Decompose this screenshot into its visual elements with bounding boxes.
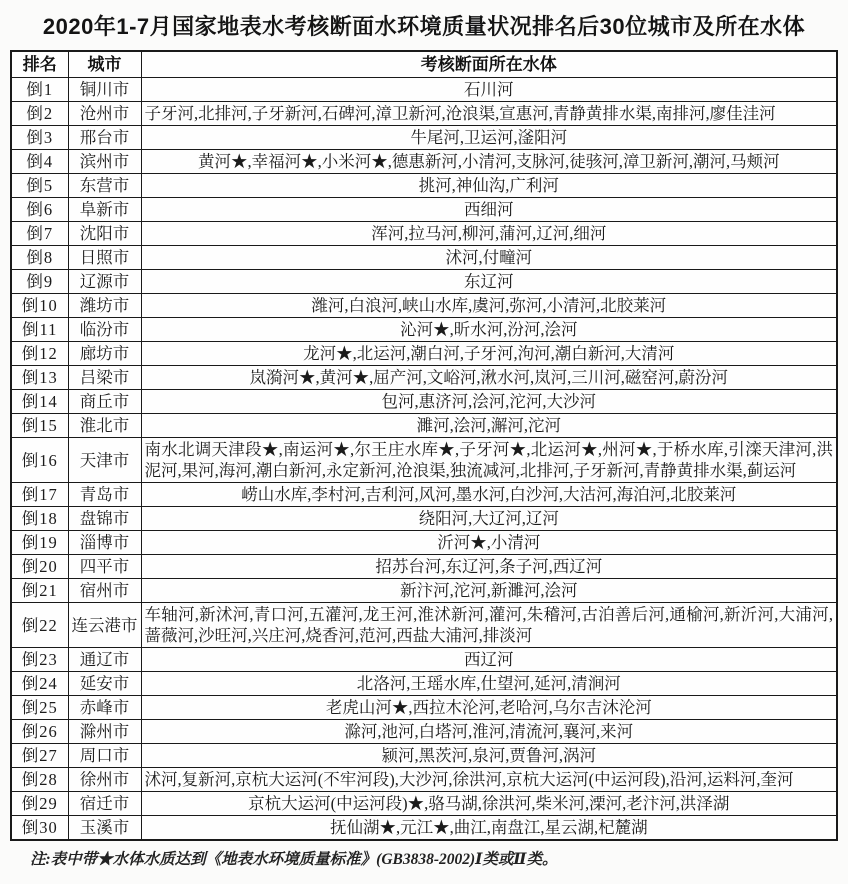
city-cell: 吕梁市 [68,366,141,390]
city-cell: 淄博市 [68,531,141,555]
rank-cell: 倒9 [11,270,68,294]
city-cell: 宿州市 [68,579,141,603]
table-row [11,579,837,603]
waters-cell: 老虎山河★,西拉木沦河,老哈河,乌尔吉沐沦河 [141,696,837,720]
rank-cell: 倒10 [11,294,68,318]
city-cell: 沈阳市 [68,222,141,246]
waters-cell: 西细河 [141,198,837,222]
city-cell: 淮北市 [68,414,141,438]
waters-cell: 抚仙湖★,元江★,曲江,南盘江,星云湖,杞麓湖 [141,816,837,841]
waters-cell: 沭河,付疃河 [141,246,837,270]
table-row [11,816,837,841]
waters-cell: 挑河,神仙沟,广利河 [141,174,837,198]
city-cell: 天津市 [68,438,141,483]
waters-cell: 滁河,池河,白塔河,淮河,清流河,襄河,来河 [141,720,837,744]
city-cell: 辽源市 [68,270,141,294]
rank-cell: 倒26 [11,720,68,744]
waters-cell: 京杭大运河(中运河段)★,骆马湖,徐洪河,柴米河,溧河,老汴河,洪泽湖 [141,792,837,816]
city-cell: 临汾市 [68,318,141,342]
header-rank: 排名 [11,51,68,78]
waters-cell: 车轴河,新沭河,青口河,五灌河,龙王河,淮沭新河,灌河,朱稽河,古泊善后河,通榆河,新沂河,大浦河,蔷薇河,沙旺河,兴庄河,烧香河,范河,西盐大浦河,排淡河 [141,603,837,648]
header-city: 城市 [68,51,141,78]
table-row [11,768,837,792]
table-row [11,270,837,294]
table-body [11,78,837,841]
waters-cell: 濉河,浍河,澥河,沱河 [141,414,837,438]
waters-cell: 潍河,白浪河,峡山水库,虞河,弥河,小清河,北胶莱河 [141,294,837,318]
rank-cell: 倒4 [11,150,68,174]
waters-cell: 绕阳河,大辽河,辽河 [141,507,837,531]
waters-cell: 包河,惠济河,浍河,沱河,大沙河 [141,390,837,414]
waters-cell: 沂河★,小清河 [141,531,837,555]
table-row [11,507,837,531]
city-cell: 滨州市 [68,150,141,174]
city-cell: 玉溪市 [68,816,141,841]
city-cell: 通辽市 [68,648,141,672]
table-row [11,150,837,174]
table-row [11,696,837,720]
rank-cell: 倒11 [11,318,68,342]
rank-cell: 倒21 [11,579,68,603]
rank-cell: 倒8 [11,246,68,270]
waters-cell: 北洛河,王瑶水库,仕望河,延河,清涧河 [141,672,837,696]
rank-cell: 倒30 [11,816,68,841]
waters-cell: 沁河★,昕水河,汾河,浍河 [141,318,837,342]
city-cell: 连云港市 [68,603,141,648]
waters-cell: 浑河,拉马河,柳河,蒲河,辽河,细河 [141,222,837,246]
table-row [11,126,837,150]
table-row [11,555,837,579]
city-cell: 潍坊市 [68,294,141,318]
table-row [11,792,837,816]
table-row [11,744,837,768]
waters-cell: 岚漪河★,黄河★,屈产河,文峪河,湫水河,岚河,三川河,磁窑河,蔚汾河 [141,366,837,390]
table-row [11,102,837,126]
city-cell: 盘锦市 [68,507,141,531]
rank-cell: 倒13 [11,366,68,390]
rank-cell: 倒17 [11,483,68,507]
city-cell: 徐州市 [68,768,141,792]
waters-cell: 招苏台河,东辽河,条子河,西辽河 [141,555,837,579]
rank-cell: 倒20 [11,555,68,579]
waters-cell: 崂山水库,李村河,吉利河,风河,墨水河,白沙河,大沽河,海泊河,北胶莱河 [141,483,837,507]
table-row [11,672,837,696]
city-cell: 沧州市 [68,102,141,126]
table-row [11,318,837,342]
waters-cell: 沭河,复新河,京杭大运河(不牢河段),大沙河,徐洪河,京杭大运河(中运河段),沿河,运料河,奎河 [141,768,837,792]
table-row [11,603,837,648]
rank-cell: 倒28 [11,768,68,792]
rank-cell: 倒14 [11,390,68,414]
table-row [11,246,837,270]
city-cell: 滁州市 [68,720,141,744]
footnote: 注:表中带★水体水质达到《地表水环境质量标准》(GB3838-2002)Ⅰ类或Ⅱ类。 [30,851,558,868]
table-row [11,198,837,222]
rank-cell: 倒2 [11,102,68,126]
rank-cell: 倒3 [11,126,68,150]
city-cell: 铜川市 [68,78,141,102]
rank-cell: 倒29 [11,792,68,816]
rank-cell: 倒25 [11,696,68,720]
table-row [11,294,837,318]
waters-cell: 牛尾河,卫运河,滏阳河 [141,126,837,150]
table-row [11,720,837,744]
city-cell: 赤峰市 [68,696,141,720]
page-title: 2020年1-7月国家地表水考核断面水环境质量状况排名后30位城市及所在水体 [42,14,806,39]
city-cell: 阜新市 [68,198,141,222]
waters-cell: 东辽河 [141,270,837,294]
rank-cell: 倒7 [11,222,68,246]
rank-cell: 倒6 [11,198,68,222]
waters-cell: 颍河,黑茨河,泉河,贾鲁河,涡河 [141,744,837,768]
waters-cell: 西辽河 [141,648,837,672]
waters-cell: 新汴河,沱河,新濉河,浍河 [141,579,837,603]
rank-cell: 倒23 [11,648,68,672]
city-cell: 商丘市 [68,390,141,414]
rank-cell: 倒12 [11,342,68,366]
table-row [11,390,837,414]
waters-cell: 龙河★,北运河,潮白河,子牙河,泃河,潮白新河,大清河 [141,342,837,366]
table-row [11,222,837,246]
table-row [11,414,837,438]
header-waters: 考核断面所在水体 [141,51,837,78]
table-row [11,174,837,198]
waters-cell: 南水北调天津段★,南运河★,尔王庄水库★,子牙河★,北运河★,州河★,于桥水库,引滦天津河,洪泥河,果河,海河,潮白新河,永定新河,沧浪渠,独流减河,北排河,子牙新河,青静黄排水渠,蓟运河 [141,438,837,483]
city-cell: 日照市 [68,246,141,270]
city-cell: 延安市 [68,672,141,696]
waters-cell: 子牙河,北排河,子牙新河,石碑河,漳卫新河,沧浪渠,宣惠河,青静黄排水渠,南排河,廖佳洼河 [141,102,837,126]
table-row [11,78,837,102]
rank-cell: 倒16 [11,438,68,483]
table-header-row [11,51,837,78]
rank-cell: 倒5 [11,174,68,198]
rank-cell: 倒15 [11,414,68,438]
city-cell: 周口市 [68,744,141,768]
city-cell: 四平市 [68,555,141,579]
city-cell: 青岛市 [68,483,141,507]
waters-cell: 黄河★,幸福河★,小米河★,德惠新河,小清河,支脉河,徒骇河,漳卫新河,潮河,马颊河 [141,150,837,174]
table-row [11,366,837,390]
table-row [11,342,837,366]
waters-cell: 石川河 [141,78,837,102]
table-row [11,648,837,672]
city-cell: 宿迁市 [68,792,141,816]
rank-cell: 倒19 [11,531,68,555]
rank-cell: 倒18 [11,507,68,531]
table-row [11,438,837,483]
city-cell: 廊坊市 [68,342,141,366]
city-cell: 邢台市 [68,126,141,150]
rank-cell: 倒27 [11,744,68,768]
table-row [11,531,837,555]
rank-cell: 倒1 [11,78,68,102]
city-cell: 东营市 [68,174,141,198]
rank-cell: 倒24 [11,672,68,696]
table-row [11,483,837,507]
rank-cell: 倒22 [11,603,68,648]
ranking-table [10,50,838,841]
